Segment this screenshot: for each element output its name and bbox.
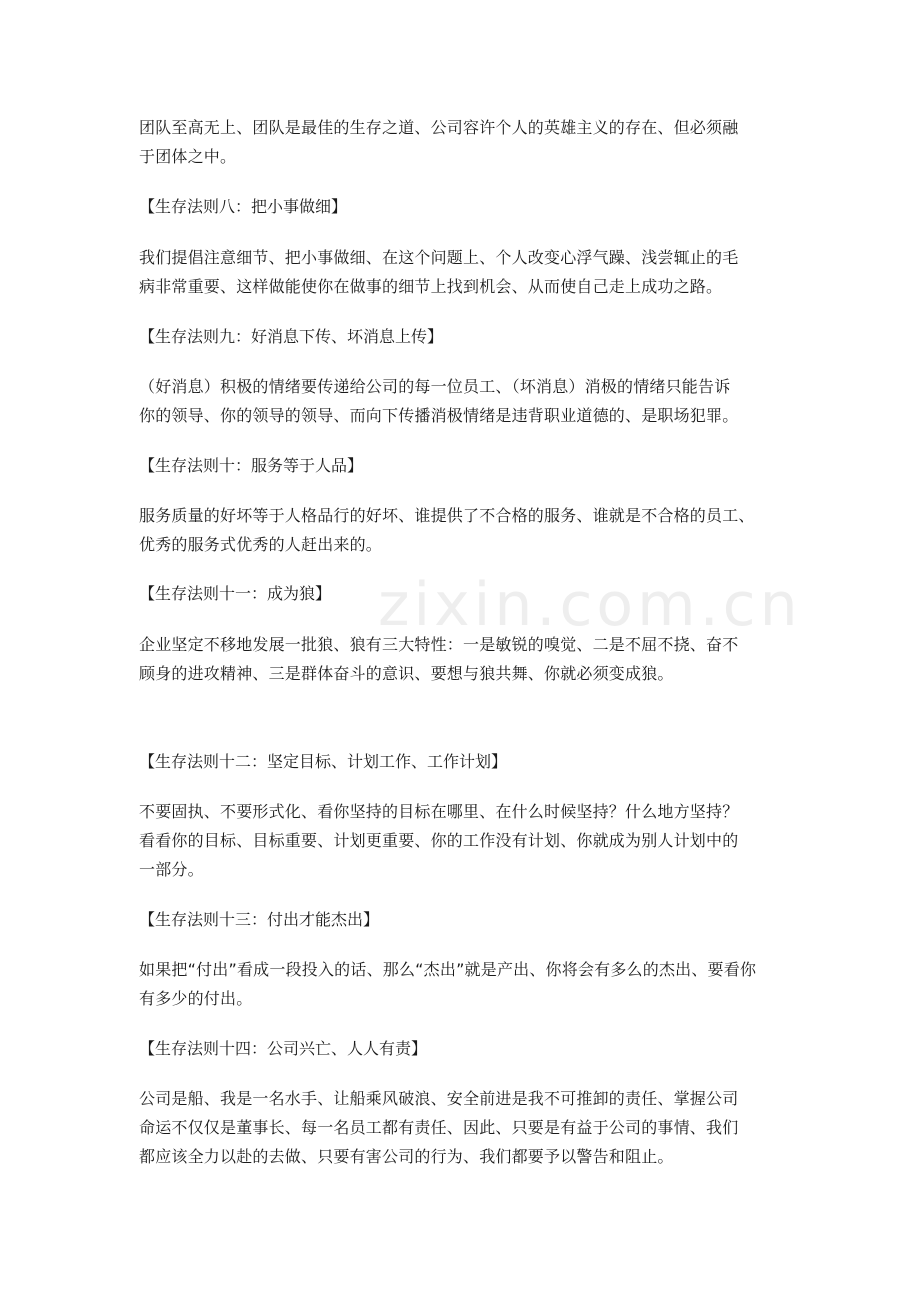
rule-paragraph-9 bbox=[139, 372, 799, 430]
rule-heading-10: 【生存法则十：服务等于人品】 bbox=[139, 456, 364, 475]
paragraph-line: 企业坚定不移地发展一批狼、狼有三大特性：一是敏锐的嗅觉、二是不屈不挠、奋不 bbox=[139, 635, 739, 654]
paragraph-line: 我们提倡注意细节、把小事做细、在这个问题上、个人改变心浮气躁、浅尝辄止的毛 bbox=[139, 248, 739, 267]
paragraph-line: 一部分。 bbox=[139, 860, 204, 879]
paragraph-line: 看看你的目标、目标重要、计划更重要、你的工作没有计划、你就成为别人计划中的 bbox=[139, 831, 739, 850]
paragraph-line: 命运不仅仅是董事长、每一名员工都有责任、因此、只要是有益于公司的事情、我们 bbox=[139, 1118, 739, 1137]
rule-paragraph-14 bbox=[139, 1084, 799, 1171]
paragraph-line: （好消息）积极的情绪要传递给公司的每一位员工、（坏消息）消极的情绪只能告诉 bbox=[139, 377, 731, 396]
rule-heading-14: 【生存法则十四：公司兴亡、人人有责】 bbox=[139, 1039, 428, 1058]
rule-heading-9: 【生存法则九：好消息下传、坏消息上传】 bbox=[139, 327, 444, 346]
paragraph-line: 你的领导、你的领导的领导、而向下传播消极情绪是违背职业道德的、是职场犯罪。 bbox=[139, 406, 739, 425]
paragraph-line: 服务质量的好坏等于人格品行的好坏、谁提供了不合格的服务、谁就是不合格的员工、 bbox=[139, 506, 755, 525]
rule-heading-12: 【生存法则十二：坚定目标、计划工作、工作计划】 bbox=[139, 752, 508, 771]
rule-paragraph-12 bbox=[139, 797, 799, 884]
watermark: zixin.com.cn bbox=[378, 570, 802, 640]
paragraph-line: 顾身的进攻精神、三是群体奋斗的意识、要想与狼共舞、你就必须变成狼。 bbox=[139, 664, 674, 683]
intro-paragraph bbox=[139, 113, 799, 171]
rule-paragraph-8 bbox=[139, 243, 799, 301]
rule-paragraph-11 bbox=[139, 630, 799, 688]
paragraph-line: 于团体之中。 bbox=[139, 147, 237, 166]
paragraph-line: 如果把“付出”看成一段投入的话、那么“杰出”就是产出、你将会有多么的杰出、要看你 bbox=[139, 960, 757, 979]
paragraph-line: 都应该全力以赴的去做、只要有害公司的行为、我们都要予以警告和阻止。 bbox=[139, 1147, 674, 1166]
paragraph-line: 公司是船、我是一名水手、让船乘风破浪、安全前进是我不可推卸的责任、掌握公司 bbox=[139, 1089, 739, 1108]
paragraph-line: 有多少的付出。 bbox=[139, 989, 253, 1008]
paragraph-line: 团队至高无上、团队是最佳的生存之道、公司容许个人的英雄主义的存在、但必须融 bbox=[139, 118, 739, 137]
paragraph-line: 不要固执、不要形式化、看你坚持的目标在哪里、在什么时候坚持？什么地方坚持？ bbox=[139, 802, 739, 821]
paragraph-line: 优秀的服务式优秀的人赶出来的。 bbox=[139, 535, 383, 554]
rule-heading-11: 【生存法则十一：成为狼】 bbox=[139, 584, 332, 603]
rule-heading-8: 【生存法则八：把小事做细】 bbox=[139, 197, 348, 216]
paragraph-line: 病非常重要、这样做能使你在做事的细节上找到机会、从而使自己走上成功之路。 bbox=[139, 277, 723, 296]
rule-paragraph-10 bbox=[139, 501, 799, 559]
rule-heading-13: 【生存法则十三：付出才能杰出】 bbox=[139, 910, 380, 929]
rule-paragraph-13 bbox=[139, 955, 799, 1013]
